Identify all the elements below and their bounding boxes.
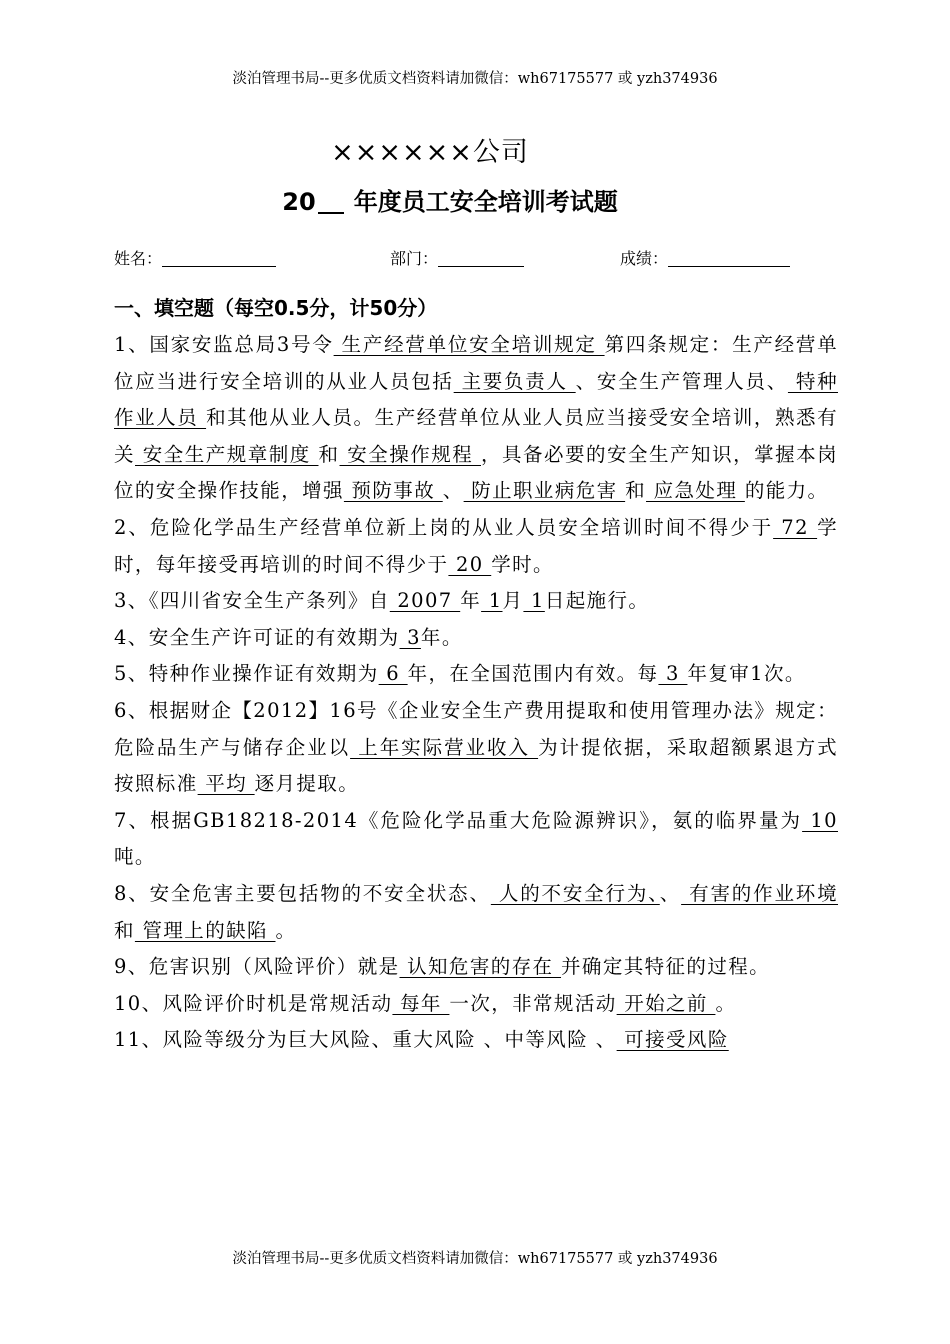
answer: 人的不安全行为、: [490, 881, 660, 905]
answer: 每年: [392, 991, 450, 1015]
question-1: 1、国家安监总局3号令 生产经营单位安全培训规定 第四条规定：生产经营单位应当进行安全培训的从业人员包括 主要负责人 、安全生产管理人员、 特种作业人员 和其他从业人员。生产经营单位从业人员应当接受安全培训，熟悉有关 安全生产规章制度 和 安全操作规程 ，具备必要的安全生产知识，掌握本岗位的安全操作技能，增强 预防事故 、 防止职业病危害 和 应急处理 的能力。: [114, 333, 839, 503]
answer: 1: [481, 589, 503, 613]
score-blank: [668, 248, 790, 267]
company-title: ××××××公司: [331, 137, 529, 168]
score-field: [620, 246, 790, 269]
question-7: 7、根据GB18218-2014《危险化学品重大危险源辨识》，氨的临界量为 10 吨。: [114, 808, 838, 869]
answer: 生产经营单位安全培训规定: [333, 333, 605, 356]
name-label: 姓名：: [114, 249, 163, 268]
page-footer: 淡泊管理书局--更多优质文档资料请加微信：wh67175577 或 yzh374936: [232, 1251, 718, 1267]
answer: 安全生产规章制度: [135, 442, 319, 466]
answer: 防止职业病危害: [463, 479, 626, 503]
answer: 主要负责人: [453, 369, 576, 393]
question-6: 6、根据财企【2012】16号《企业安全生产费用提取和使用管理办法》规定：危险品生产与储存企业以 上年实际营业收入 为计提依据，采取超额累退方式按照标准 平均 逐月提取。: [114, 698, 838, 796]
page-header: 淡泊管理书局--更多优质文档资料请加微信：wh67175577 或 yzh374936: [232, 71, 718, 87]
dept-blank: [438, 248, 524, 267]
name-field: [114, 246, 276, 269]
answer: 1: [523, 589, 545, 613]
question-4: 4、安全生产许可证的有效期为 3年。: [114, 625, 463, 649]
answer: 20: [448, 552, 492, 576]
answer: 平均: [197, 772, 255, 796]
answer: 3: [658, 662, 688, 686]
answer: 10: [802, 808, 838, 832]
year-blank: [318, 190, 344, 214]
info-fields: [114, 246, 834, 270]
question-10: 10、风险评价时机是常规活动 每年 一次，非常规活动 开始之前 。: [114, 991, 737, 1015]
exam-title: [0, 182, 900, 217]
section-title: 一、填空题（每空0.5分，计50分）: [114, 296, 438, 320]
answer: 认知危害的存在: [399, 955, 562, 979]
answer: 开始之前: [616, 991, 716, 1015]
answer: 预防事故: [343, 479, 443, 503]
answer: 3: [399, 625, 421, 649]
score-label: 成绩：: [620, 249, 669, 268]
answer: 应急处理: [646, 479, 745, 503]
answer: 2007: [389, 589, 461, 613]
dept-label: 部门：: [390, 249, 439, 268]
dept-field: [390, 246, 524, 269]
answer: 可接受风险: [616, 1028, 729, 1052]
answer: 管理上的缺陷: [134, 918, 276, 942]
answer: 安全操作规程: [339, 442, 481, 466]
question-9: 9、危害识别（风险评价）就是 认知危害的存在 并确定其特征的过程。: [114, 955, 771, 979]
question-list: [114, 327, 838, 1059]
question-5: 5、特种作业操作证有效期为 6 年，在全国范围内有效。每 3 年复审1次。: [114, 662, 806, 686]
question-2: 2、危险化学品生产经营单位新上岗的从业人员安全培训时间不得少于 72 学时，每年接受再培训的时间不得少于 20 学时。: [114, 515, 839, 576]
question-11: 11、风险等级分为巨大风险、重大风险 、中等风险 、 可接受风险: [114, 1028, 729, 1052]
question-3: 3、《四川省安全生产条列》自 2007 年 1月 1日起施行。: [114, 589, 650, 613]
exam-title-text: 年度员工安全培训考试题: [353, 188, 618, 216]
name-blank: [162, 248, 276, 267]
question-8: 8、安全危害主要包括物的不安全状态、 人的不安全行为、、 有害的作业环境 和 管理上的缺陷 。: [114, 881, 839, 942]
answer: 特种作业人员: [114, 369, 838, 430]
answer: 有害的作业环境: [681, 881, 839, 905]
exam-year-prefix: 20: [282, 188, 316, 216]
answer: 上年实际营业收入: [350, 735, 539, 759]
answer: 6: [378, 662, 408, 686]
answer: 72: [773, 515, 818, 539]
